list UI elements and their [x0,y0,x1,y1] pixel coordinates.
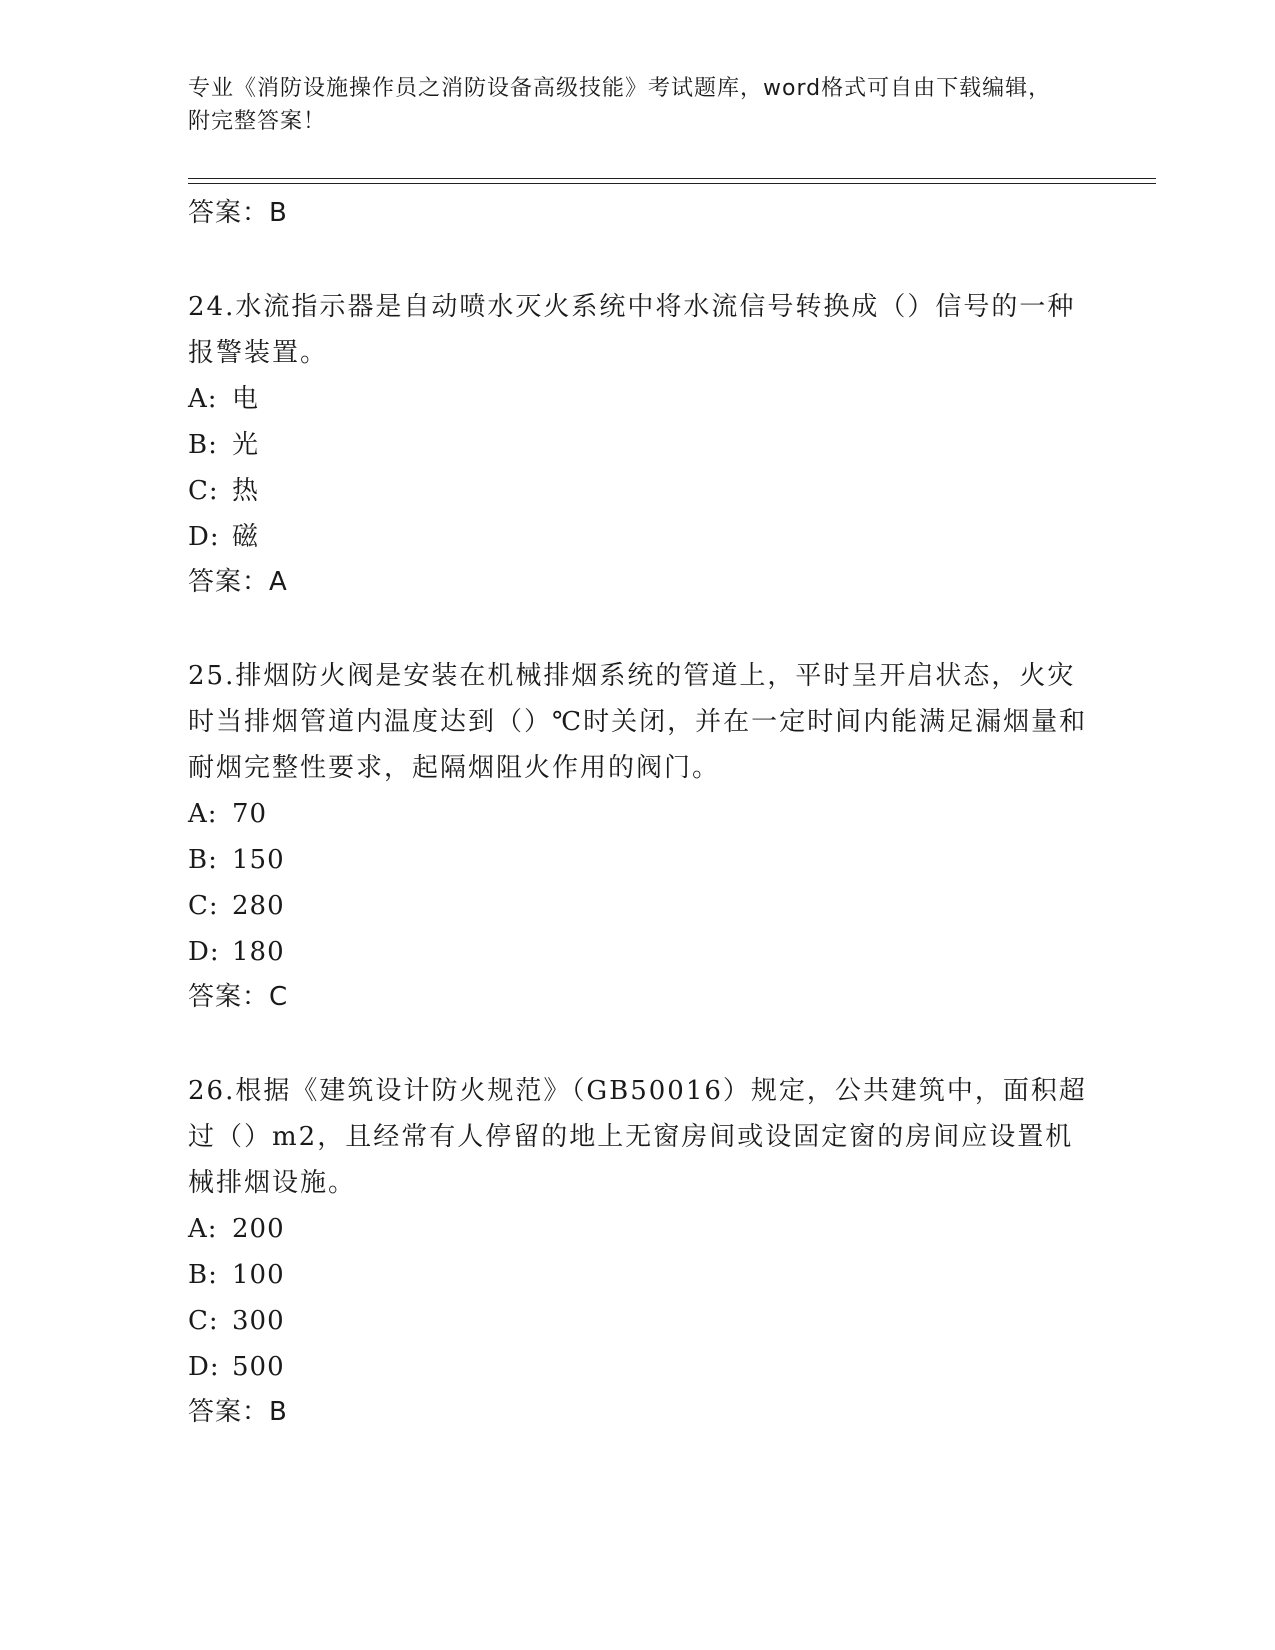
option-d [188,514,1088,560]
option-text: 70 [232,799,268,829]
option-letter: D: [188,937,220,967]
option-b [188,837,1088,883]
option-text: 280 [232,891,285,921]
question-block [188,284,1088,604]
option-text: 磁 [232,522,260,552]
header-rule-bottom [188,183,1156,184]
option-text: 光 [232,430,260,460]
option-text: 180 [232,937,285,967]
option-text: 电 [232,384,260,414]
question-stem: 24.水流指示器是自动喷水灭火系统中将水流信号转换成（）信号的一种报警装置。 [188,292,1076,368]
option-c [188,883,1088,929]
option-d [188,929,1088,975]
answer-line: 答案：B [188,198,288,228]
option-a [188,376,1088,422]
answer-line: 答案：C [188,982,289,1012]
option-a [188,791,1088,837]
answer-line: 答案：A [188,567,288,597]
header-rule-top [188,178,1156,179]
option-text: 100 [232,1260,285,1290]
question-stem: 25.排烟防火阀是安装在机械排烟系统的管道上，平时呈开启状态，火灾时当排烟管道内温度达到（）℃时关闭，并在一定时间内能满足漏烟量和耐烟完整性要求，起隔烟阻火作用的阀门。 [188,661,1088,783]
option-d [188,1344,1088,1390]
option-letter: A: [188,1214,218,1244]
option-c [188,1298,1088,1344]
answer-line: 答案：B [188,1397,288,1427]
option-a [188,1206,1088,1252]
question-block [188,653,1088,1019]
option-letter: D: [188,1352,220,1382]
question-stem: 26.根据《建筑设计防火规范》（GB50016）规定，公共建筑中，面积超过（）m2，且经常有人停留的地上无窗房间或设固定窗的房间应设置机械排烟设施。 [188,1076,1087,1198]
option-text: 300 [232,1306,285,1336]
option-letter: B: [188,845,218,875]
question-list [188,191,1088,1434]
option-text: 150 [232,845,285,875]
option-letter: C: [188,1306,219,1336]
option-text: 热 [232,476,260,506]
option-text: 200 [232,1214,285,1244]
document-header: 专业《消防设施操作员之消防设备高级技能》考试题库，word格式可自由下载编辑，附完整答案！ [188,76,1052,134]
question-block [188,1068,1088,1434]
option-letter: C: [188,891,219,921]
option-c [188,468,1088,514]
option-text: 500 [232,1352,285,1382]
option-letter: A: [188,799,218,829]
option-letter: B: [188,1260,218,1290]
option-letter: B: [188,430,218,460]
option-b [188,1252,1088,1298]
option-b [188,422,1088,468]
option-letter: A: [188,384,218,414]
option-letter: D: [188,522,220,552]
option-letter: C: [188,476,219,506]
